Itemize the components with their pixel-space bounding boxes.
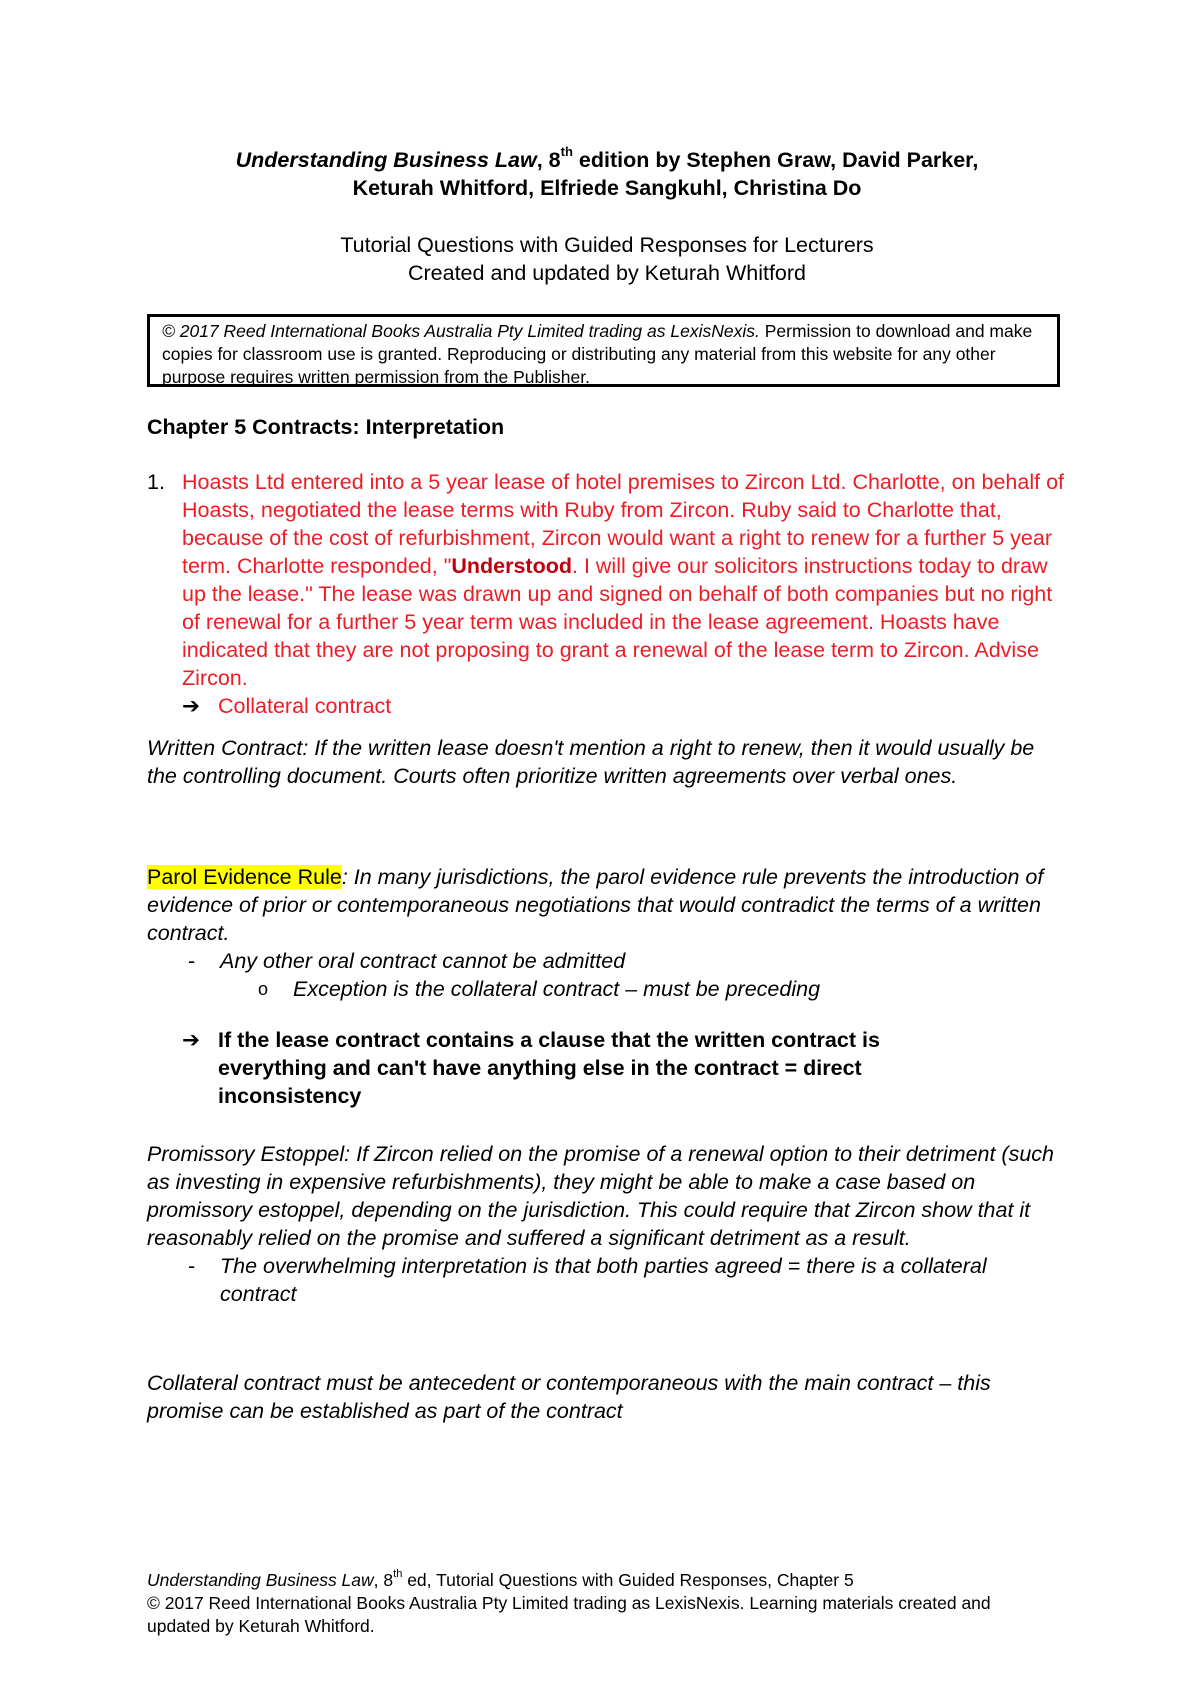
question-text-emphasis: Understood bbox=[451, 554, 572, 578]
promissory-estoppel-section bbox=[147, 1140, 1067, 1308]
subtitle-line-1: Tutorial Questions with Guided Responses for Lecturers bbox=[340, 233, 874, 257]
key-point-text: If the lease contract contains a clause that the written contract is everything and can't have anything else in the contract = direct inconsistency bbox=[218, 1028, 880, 1108]
copyright-notice-box bbox=[147, 314, 1060, 387]
footer-line-1 bbox=[147, 1569, 1047, 1592]
question-text-part-1: Hoasts Ltd entered into a 5 year lease of hotel premises to Zircon Ltd. Charlotte, on behalf of Hoasts, negotiated the lease terms with Ruby from Zircon. Ruby said to Charlotte that, because of the cost of refurbishment, Zircon would want a right to renew for a further 5 year term. Charlotte responded, " bbox=[182, 470, 1065, 578]
edition-superscript: th bbox=[560, 144, 573, 159]
parol-evidence-highlight: Parol Evidence Rule bbox=[147, 865, 342, 889]
sub-list-item: o Exception is the collateral contract – must be preceding bbox=[147, 975, 1067, 1003]
title-authors-2: Keturah Whitford, Elfriede Sangkuhl, Christina Do bbox=[352, 176, 862, 200]
key-point bbox=[182, 1026, 982, 1110]
footer-book-title: Understanding Business Law bbox=[147, 1570, 374, 1590]
answer-hint-line bbox=[182, 692, 1067, 720]
written-contract-paragraph: Written Contract: If the written lease doesn't mention a right to renew, then it would usually be the controlling document. Courts often prioritize written agreements over verbal ones. bbox=[147, 736, 1035, 788]
subtitle-line-2: Created and updated by Keturah Whitford bbox=[407, 261, 806, 285]
list-item: - Any other oral contract cannot be admitted bbox=[147, 947, 1067, 975]
footer-description: ed, Tutorial Questions with Guided Responses, Chapter 5 bbox=[402, 1570, 854, 1590]
parol-evidence-text: : In many jurisdictions, the parol evidence rule prevents the introduction of evidence of prior or contemporaneous negotiations that would contradict the terms of a written contract. bbox=[147, 865, 1044, 945]
parol-evidence-section bbox=[147, 863, 1067, 1003]
footer-edition-sup: th bbox=[393, 1568, 403, 1580]
arrow-right-icon: ➔ bbox=[182, 1028, 201, 1052]
copyright-permission: Permission to download and make copies for classroom use is granted. Reproducing or distributing any material from this website for any other purpose requires written permission from the Publisher. bbox=[162, 321, 1033, 387]
arrow-right-icon: ➔ bbox=[182, 694, 201, 718]
list-item: - The overwhelming interpretation is that both parties agreed = there is a collateral contract bbox=[147, 1252, 1067, 1308]
edition-number: 8 bbox=[548, 148, 561, 172]
answer-hint: Collateral contract bbox=[218, 694, 392, 718]
question-1 bbox=[147, 468, 1067, 720]
document-subtitle bbox=[147, 231, 1067, 287]
footer-copyright: © 2017 Reed International Books Australia Pty Limited trading as LexisNexis. Learning materials created and updated by Keturah Whitford. bbox=[147, 1593, 991, 1636]
promissory-estoppel-paragraph: Promissory Estoppel: If Zircon relied on the promise of a renewal option to their detriment (such as investing in expensive refurbishments), they might be able to make a case based on promissory estoppel, depending on the jurisdiction. This could require that Zircon show that it reasonably relied on the promise and suffered a significant detriment as a result. bbox=[147, 1142, 1054, 1250]
title-authors-1: edition by Stephen Graw, David Parker, bbox=[572, 148, 979, 172]
copyright-italic: © 2017 Reed International Books Australia Pty Limited trading as LexisNexis. bbox=[162, 321, 760, 341]
question-number: 1. bbox=[147, 470, 165, 494]
question-text-part-2: . I will give our solicitors instructions today to draw up the lease." The lease was drawn up and signed on behalf of both companies but no right of renewal for a further 5 year term was included in the lease agreement. Hoasts have indicated that they are not proposing to grant a renewal of the lease term to Zircon. Advise Zircon. bbox=[182, 554, 1053, 690]
book-title: Understanding Business Law bbox=[235, 148, 537, 172]
page-footer bbox=[147, 1569, 1047, 1638]
parol-evidence-paragraph bbox=[147, 863, 1067, 947]
question-text bbox=[182, 468, 1067, 692]
document-title bbox=[147, 146, 1067, 202]
collateral-contract-note: Collateral contract must be antecedent or contemporaneous with the main contract – this promise can be established as part of the contract bbox=[147, 1371, 991, 1423]
title-line-1: Understanding Business Law, 8th edition by Stephen Graw, David Parker, bbox=[235, 144, 979, 172]
footer-edition: , 8 bbox=[373, 1570, 394, 1590]
chapter-heading: Chapter 5 Contracts: Interpretation bbox=[147, 415, 505, 439]
